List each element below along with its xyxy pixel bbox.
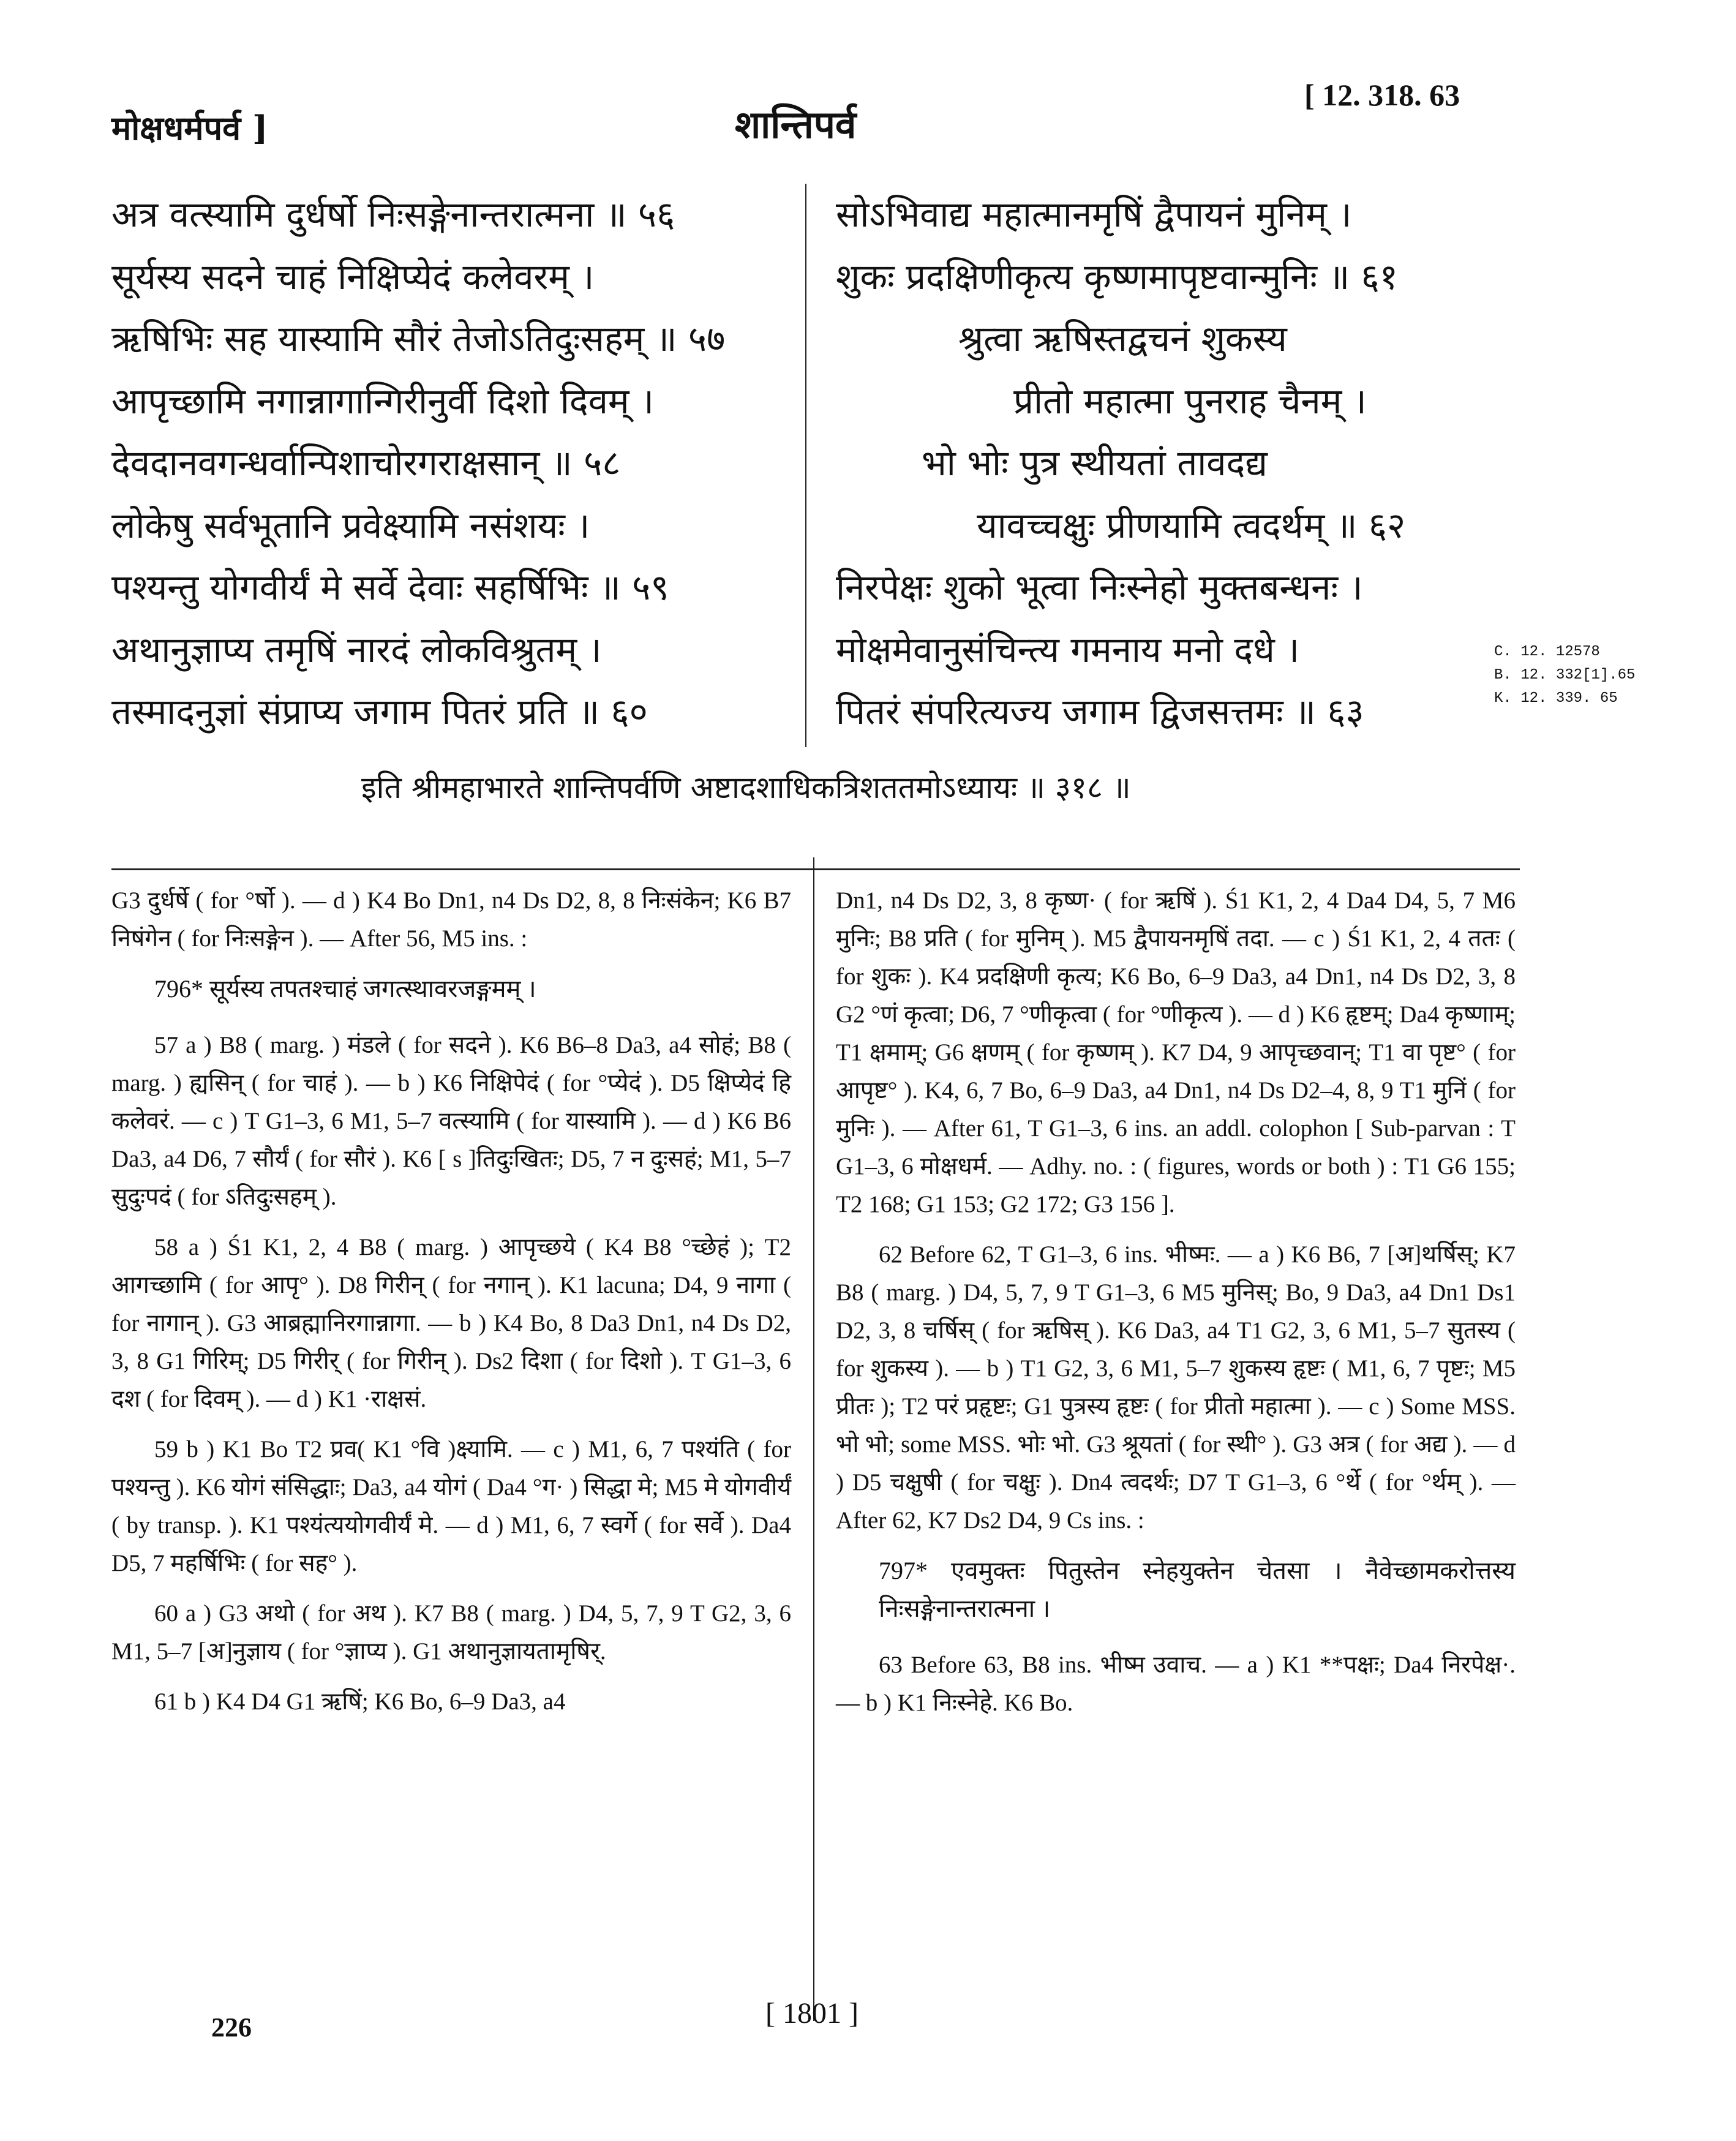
verse-line: पितरं संपरित्यज्य जगाम द्विजसत्तमः ॥ ६३ (836, 691, 1364, 732)
apparatus-note: Dn1, n4 Ds D2, 3, 8 कृष्ण· ( for ऋषिं ). Ś1 K1, 2, 4 Da4 D4, 5, 7 M6 मुनिः; B8 प्रति ( for मुनिम् ). M5 द्वैपायनमृषिं तदा. — c ) Ś1 K1, 2, 4 ततः ( for शुकः ). K4 प्रदक्षिणी कृत्य; K6 Bo, 6–9 Da3, a4 Dn1, n4 Ds D2, 3, 8 G2 °णं कृत्वा; D6, 7 °णीकृत्वा ( for °णीकृत्य ). — d ) K6 हृष्टम्; Da4 कृष्णाम्; T1 क्षमाम्; G6 क्षणम् ( for कृष्णम् ). K7 D4, 9 आपृच्छवान्; T1 वा पृष्ट° ( for आपृष्ट° ). K4, 6, 7 Bo, 6–9 Da3, a4 Dn1, n4 Ds D2–4, 8, 9 T1 मुनिं ( for मुनिः ). — After 61, T G1–3, 6 ins. an addl. colophon [ Sub-parvan : T G1–3, 6 मोक्षधर्म. — Adhy. no. : ( figures, words or both ) : T1 G6 155; T2 168; G1 153; G2 172; G3 156 ]. (836, 887, 1516, 1217)
verse-line: शुकः प्रदक्षिणीकृत्य कृष्णमापृष्टवान्मुनिः ॥ ६१ (836, 255, 1398, 298)
running-header-title: शान्तिपर्व (735, 102, 857, 147)
verse-line: तस्मादनुज्ञां संप्राप्य जगाम पितरं प्रति ॥ ६० (111, 691, 648, 732)
chapter-colophon: इति श्रीमहाभारते शान्तिपर्वणि अष्टादशाधिकत्रिशततमोऽध्यायः ॥ ३१८ ॥ (361, 770, 1131, 805)
verse-column-right (836, 184, 1503, 743)
additional-passage: 797* एवमुक्तः पितुस्तेन स्नेहयुक्तेन चेतसा । नैवेच्छामकरोत्तस्य निःसङ्गेनान्तरात्मना । (879, 1557, 1516, 1622)
concordance-entry: C. 12. 12578 (1494, 644, 1600, 660)
apparatus-divider (111, 868, 1520, 870)
verse-line: निरपेक्षः शुको भूत्वा निःस्नेहो मुक्तबन्धनः । (836, 566, 1363, 608)
apparatus-note: G3 दुर्धर्षे ( for °र्षो ). — d ) K4 Bo Dn1, n4 Ds D2, 8, 8 निःसंकेन; K6 B7 निषंगेन ( for निःसङ्गेन ). — After 56, M5 ins. : (111, 887, 791, 952)
verse-line: प्रीतो महात्मा पुनराह चैनम् । (1013, 380, 1367, 422)
footer-page-number: [ 1801 ] (765, 1997, 859, 2030)
running-header-left: मोक्षधर्मपर्व ] (111, 108, 268, 148)
verse-line: अथानुज्ञाप्य तमृषिं नारदं लोकविश्रुतम् । (111, 628, 602, 671)
concordance-entry: B. 12. 332[1].65 (1494, 667, 1636, 683)
additional-passage: 796* सूर्यस्य तपतश्चाहं जगत्स्थावरजङ्गमम् । (154, 975, 536, 1003)
verse-line: मोक्षमेवानुसंचिन्त्य गमनाय मनो दधे । (836, 628, 1300, 671)
apparatus-note: 58 a ) Ś1 K1, 2, 4 B8 ( marg. ) आपृच्छये ( K4 B8 °च्छेहं ); T2 आगच्छामि ( for आपृ° ). D8 गिरीन् ( for नगान् ). K1 lacuna; D4, 9 नागा ( for नागान् ). G3 आब्रह्मानिरगान्नागा. — b ) K4 Bo, 8 Da3 Dn1, n4 Ds D2, 3, 8 G1 गिरिम्; D5 गिरीर् ( for गिरीन् ). Ds2 दिशा ( for दिशो ). T G1–3, 6 दश ( for दिवम् ). — d ) K1 ·राक्षसं. (111, 1234, 791, 1412)
critical-apparatus-right (836, 882, 1516, 1734)
apparatus-note: 60 a ) G3 अथो ( for अथ ). K7 B8 ( marg. ) D4, 5, 7, 9 T G2, 3, 6 M1, 5–7 [अ]नुज्ञाय ( for °ज्ञाप्य ). G1 अथानुज्ञायतामृषिर्. (111, 1600, 791, 1665)
verse-line: देवदानवगन्धर्वान्पिशाचोरगराक्षसान् ॥ ५८ (111, 442, 621, 484)
verse-line: श्रुत्वा ऋषिस्तद्वचनं शुकस्य (958, 318, 1287, 359)
running-header-reference: [ 12. 318. 63 (1304, 78, 1460, 112)
apparatus-note: 59 b ) K1 Bo T2 प्रव( K1 °वि )क्ष्यामि. — c ) M1, 6, 7 पश्यंति ( for पश्यन्तु ). K6 योगं संसिद्धाः; Da3, a4 योगं ( Da4 °ग· ) सिद्धा मे; M5 मे योगवीर्यं ( by transp. ). K1 पश्यंत्ययोगवीर्यं मे. — d ) M1, 6, 7 स्वर्गे ( for सर्वे ). Da4 D5, 7 महर्षिभिः ( for सह° ). (111, 1436, 791, 1576)
verse-line: लोकेषु सर्वभूतानि प्रवेक्ष्यामि नसंशयः । (111, 504, 590, 546)
concordance-references (1494, 641, 1635, 710)
apparatus-column-divider (813, 857, 814, 2021)
verse-line: भो भोः पुत्र स्थीयतां तावदद्य (922, 442, 1268, 484)
verse-column-divider (805, 184, 806, 747)
apparatus-note: 63 Before 63, B8 ins. भीष्म उवाच. — a ) K1 **पक्षः; Da4 निरपेक्ष·. — b ) K1 निःस्नेहे. K6 Bo. (836, 1652, 1516, 1716)
verse-line: आपृच्छामि नगान्नागान्गिरीनुर्वी दिशो दिवम् । (111, 380, 654, 422)
footer-number: 226 (211, 2012, 252, 2042)
verse-line: अत्र वत्स्यामि दुर्धर्षो निःसङ्गेनान्तरात्मना ॥ ५६ (111, 194, 675, 235)
verse-column-left (111, 184, 785, 743)
apparatus-note: 57 a ) B8 ( marg. ) मंडले ( for सदने ). K6 B6–8 Da3, a4 सोहं; B8 ( marg. ) ह्यसिन् ( for चाहं ). — b ) K6 निक्षिपेदं ( for °प्येदं ). D5 क्षिप्येदं हि कलेवरं. — c ) T G1–3, 6 M1, 5–7 वत्स्यामि ( for यास्यामि ). — d ) K6 B6 Da3, a4 D6, 7 सौर्यं ( for सौरं ). K6 [ s ]तिदुःखितः; D5, 7 न दुःसहं; M1, 5–7 सुदुःपदं ( for ऽतिदुःसहम् ). (111, 1032, 791, 1210)
apparatus-note: 62 Before 62, T G1–3, 6 ins. भीष्मः. — a ) K6 B6, 7 [अ]थर्षिस्; K7 B8 ( marg. ) D4, 5, 7, 9 T G1–3, 6 M5 मुनिस्; Bo, 9 Da3, a4 Dn1 Ds1 D2, 3, 8 चर्षिस् ( for ऋषिस् ). K6 Da3, a4 T1 G2, 3, 6 M1, 5–7 सुतस्य ( for शुकस्य ). — b ) T1 G2, 3, 6 M1, 5–7 शुकस्य हृष्टः ( M1, 6, 7 पृष्टः; M5 प्रीतः ); T2 परं प्रहृष्टः; G1 पुत्रस्य हृष्टः ( for प्रीतो महात्मा ). — c ) Some MSS. भो भो; some MSS. भोः भो. G3 श्रूयतां ( for स्थी° ). G3 अत्र ( for अद्य ). — d ) D5 चक्षुषी ( for चक्षुः ). Dn4 त्वदर्थः; D7 T G1–3, 6 °र्थे ( for °र्थम् ). — After 62, K7 Ds2 D4, 9 Cs ins. : (836, 1241, 1516, 1533)
verse-line: सूर्यस्य सदने चाहं निक्षिप्येदं कलेवरम् । (111, 255, 595, 298)
critical-apparatus-left (111, 882, 791, 1733)
verse-line: सोऽभिवाद्य महात्मानमृषिं द्वैपायनं मुनिम् । (836, 194, 1352, 235)
verse-line: पश्यन्तु योगवीर्यं मे सर्वे देवाः सहर्षिभिः ॥ ५९ (111, 566, 669, 608)
apparatus-note: 61 b ) K4 D4 G1 ऋषिं; K6 Bo, 6–9 Da3, a4 (154, 1688, 566, 1715)
verse-line: यावच्चक्षुः प्रीणयामि त्वदर्थम् ॥ ६२ (977, 504, 1406, 546)
concordance-entry: K. 12. 339. 65 (1494, 690, 1618, 707)
verse-line: ऋषिभिः सह यास्यामि सौरं तेजोऽतिदुःसहम् ॥ ५७ (111, 318, 726, 359)
